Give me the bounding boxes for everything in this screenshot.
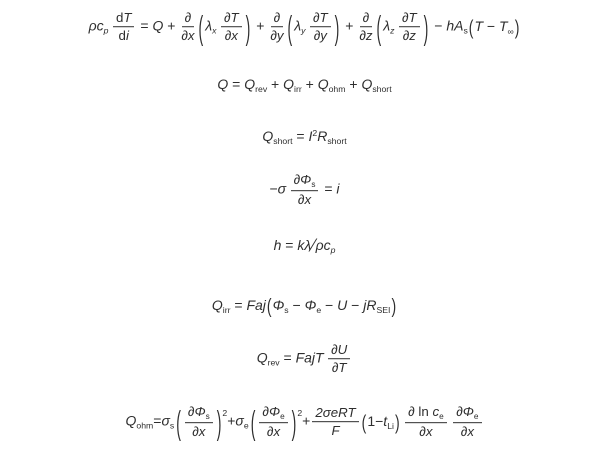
equation-content — [262, 128, 346, 146]
math-token: p — [103, 25, 109, 36]
paren-group — [266, 294, 397, 318]
paren-group — [361, 410, 401, 434]
fraction — [453, 404, 481, 440]
math-token: e — [280, 412, 285, 422]
open-paren: ( — [266, 294, 272, 318]
close-paren: ) — [391, 294, 397, 318]
math-token: short — [327, 136, 347, 147]
paren-group — [249, 404, 299, 440]
math-token: − — [347, 297, 364, 314]
math-token: ∂T — [401, 10, 417, 26]
open-paren: ( — [468, 15, 474, 39]
math-token: ∂T — [331, 360, 347, 376]
heat-source-sum-equation — [0, 76, 609, 94]
math-token: p — [330, 245, 336, 256]
math-token: ∂Φ — [293, 172, 312, 188]
math-token: λ — [205, 17, 213, 34]
math-token: = — [281, 236, 298, 253]
math-token: = — [153, 412, 162, 429]
math-token: − — [430, 17, 447, 34]
math-token: ∞ — [507, 26, 514, 37]
close-paren: ) — [394, 410, 400, 434]
math-token: + — [252, 17, 269, 34]
equation-content — [217, 76, 391, 94]
reversible-heat-equation — [0, 342, 609, 376]
math-token: short — [372, 84, 392, 95]
math-token: T — [123, 10, 132, 26]
heat-balance-equation — [0, 10, 609, 44]
close-paren: ) — [514, 15, 520, 39]
math-token: e — [473, 412, 479, 422]
open-paren: ( — [376, 8, 382, 46]
math-token: + — [302, 412, 311, 429]
open-paren: ( — [250, 403, 256, 441]
math-token: jR — [363, 297, 377, 314]
math-token: 1− — [367, 412, 384, 429]
math-token: ∂ — [273, 10, 281, 26]
math-token: ∂U — [331, 342, 348, 358]
math-token: σ — [277, 180, 287, 197]
math-token: 2 — [222, 407, 228, 418]
math-token: Q — [217, 75, 229, 92]
fraction — [113, 10, 135, 44]
math-token: + — [341, 17, 358, 34]
math-token: ∂y — [313, 28, 327, 44]
math-token: rev — [267, 357, 280, 368]
fraction — [270, 10, 283, 44]
math-token: + — [163, 17, 180, 34]
math-token: = — [320, 180, 337, 197]
math-token: 2 — [297, 407, 303, 418]
fraction — [405, 404, 447, 440]
math-token: h — [273, 236, 282, 253]
math-token: λ — [294, 17, 302, 34]
short-circuit-heat-equation — [0, 128, 609, 146]
equation-content — [125, 404, 483, 440]
paren-group — [197, 10, 253, 44]
math-token: ∂Φ — [262, 404, 281, 420]
math-token: s — [463, 25, 468, 36]
math-token: rev — [255, 84, 268, 95]
math-token: ohm — [136, 420, 154, 431]
math-token: − — [269, 180, 278, 197]
math-token: λ — [383, 17, 391, 34]
math-token: = — [136, 17, 153, 34]
paren-group — [468, 15, 521, 39]
ohms-law-equation — [0, 172, 609, 208]
math-token: s — [284, 305, 289, 316]
math-token: Faj — [246, 296, 266, 313]
math-token: ∂T — [312, 10, 328, 26]
math-token: kλ — [297, 236, 312, 253]
fraction — [359, 10, 372, 44]
math-token: d — [118, 28, 126, 44]
math-token: 2σeRT — [315, 405, 356, 421]
math-token: y — [301, 25, 306, 36]
math-token: − — [483, 17, 499, 34]
math-token: T — [498, 17, 508, 34]
math-token: e — [243, 420, 249, 431]
math-token: i — [125, 28, 129, 44]
math-token: = — [292, 127, 309, 144]
math-token: ohm — [328, 84, 346, 95]
close-paren: ) — [216, 403, 222, 441]
math-token: e — [316, 305, 322, 316]
paren-group — [286, 10, 342, 44]
open-paren: ( — [198, 8, 204, 46]
math-token: Q — [244, 75, 256, 92]
math-token: ∂T — [223, 10, 239, 26]
math-token: ∂Φ — [187, 404, 206, 420]
math-token: ρc — [315, 236, 331, 253]
math-token: s — [169, 420, 175, 431]
math-token: ∂x — [192, 424, 206, 440]
ohmic-heat-equation — [0, 404, 609, 440]
fraction — [221, 10, 242, 44]
math-token: I — [308, 127, 313, 144]
math-token: SEI — [376, 305, 391, 316]
math-token: − — [321, 297, 338, 314]
math-token: ρc — [88, 17, 104, 34]
math-token: hA — [446, 17, 464, 34]
math-token: x — [212, 25, 217, 36]
math-token: Φ — [272, 297, 285, 314]
math-token: i — [336, 180, 340, 197]
equation-content — [273, 234, 336, 256]
math-token: R — [317, 127, 328, 144]
math-token: short — [273, 136, 293, 147]
fraction — [399, 10, 420, 44]
math-token: irr — [294, 84, 302, 95]
math-token: Q — [361, 75, 373, 92]
equation-content — [89, 10, 521, 44]
open-paren: ( — [176, 403, 181, 441]
math-token: ∂x — [266, 424, 281, 440]
equation-content — [269, 172, 339, 208]
open-paren: ( — [361, 410, 367, 434]
math-token: Φ — [304, 297, 317, 314]
math-token: ln — [414, 404, 433, 420]
math-token: Q — [125, 412, 137, 429]
math-token: ∂x — [460, 424, 474, 440]
math-token: irr — [222, 304, 231, 315]
math-token: ∂x — [181, 28, 195, 44]
fraction — [328, 342, 350, 376]
irreversible-heat-equation — [0, 294, 609, 318]
math-token: FajT — [295, 349, 324, 366]
math-token: ∂ — [184, 10, 192, 26]
math-token: e — [439, 412, 444, 422]
math-token: + — [267, 75, 284, 92]
math-token: = — [279, 349, 296, 366]
math-token: Q — [211, 296, 223, 313]
math-token: σ — [161, 412, 170, 429]
math-token: c — [432, 404, 440, 420]
math-token: ∂z — [359, 28, 373, 44]
math-token: = — [228, 75, 245, 92]
fraction — [185, 404, 213, 440]
close-paren: ) — [334, 8, 340, 46]
close-paren: ) — [423, 8, 429, 46]
math-token: − — [288, 297, 305, 314]
math-token: ∂x — [297, 192, 312, 208]
math-token: U — [337, 297, 348, 314]
fraction — [259, 404, 287, 440]
math-token: ∂x — [224, 28, 238, 44]
fraction — [310, 10, 331, 44]
math-token: s — [205, 412, 210, 422]
fraction — [291, 172, 319, 208]
math-token: d — [115, 10, 124, 26]
math-token: s — [311, 180, 316, 190]
math-token: + — [227, 412, 236, 429]
math-token: ∂x — [419, 424, 433, 440]
close-paren: ) — [245, 8, 251, 46]
math-token: Q — [256, 349, 268, 366]
thermal-diffusivity-equation — [0, 234, 609, 256]
math-token: ∂ — [408, 404, 415, 420]
equation-content — [257, 342, 353, 376]
math-token: ∂ — [362, 10, 370, 26]
fraction — [181, 10, 194, 44]
math-token: z — [390, 25, 395, 36]
paren-group — [375, 10, 431, 44]
paren-group — [174, 404, 223, 440]
math-token: Q — [262, 127, 274, 144]
math-token: + — [301, 75, 318, 92]
open-paren: ( — [287, 8, 293, 46]
math-token: ∂y — [270, 28, 284, 44]
math-token: Li — [387, 421, 394, 432]
math-token: Q — [317, 75, 329, 92]
math-token: ∕ — [312, 234, 315, 256]
math-token: ∂z — [402, 28, 416, 44]
math-token: Q — [152, 17, 164, 34]
math-token: T — [474, 17, 484, 34]
close-paren: ) — [291, 403, 297, 441]
math-token: Q — [283, 75, 295, 92]
math-token: F — [331, 423, 340, 439]
math-token: 2 — [312, 128, 318, 139]
math-token: ∂Φ — [456, 404, 474, 420]
equation-content — [211, 294, 397, 318]
math-token: = — [230, 296, 247, 313]
math-token: σ — [235, 412, 244, 429]
fraction — [312, 405, 358, 439]
math-token: t — [383, 412, 388, 429]
math-token: + — [345, 75, 362, 92]
